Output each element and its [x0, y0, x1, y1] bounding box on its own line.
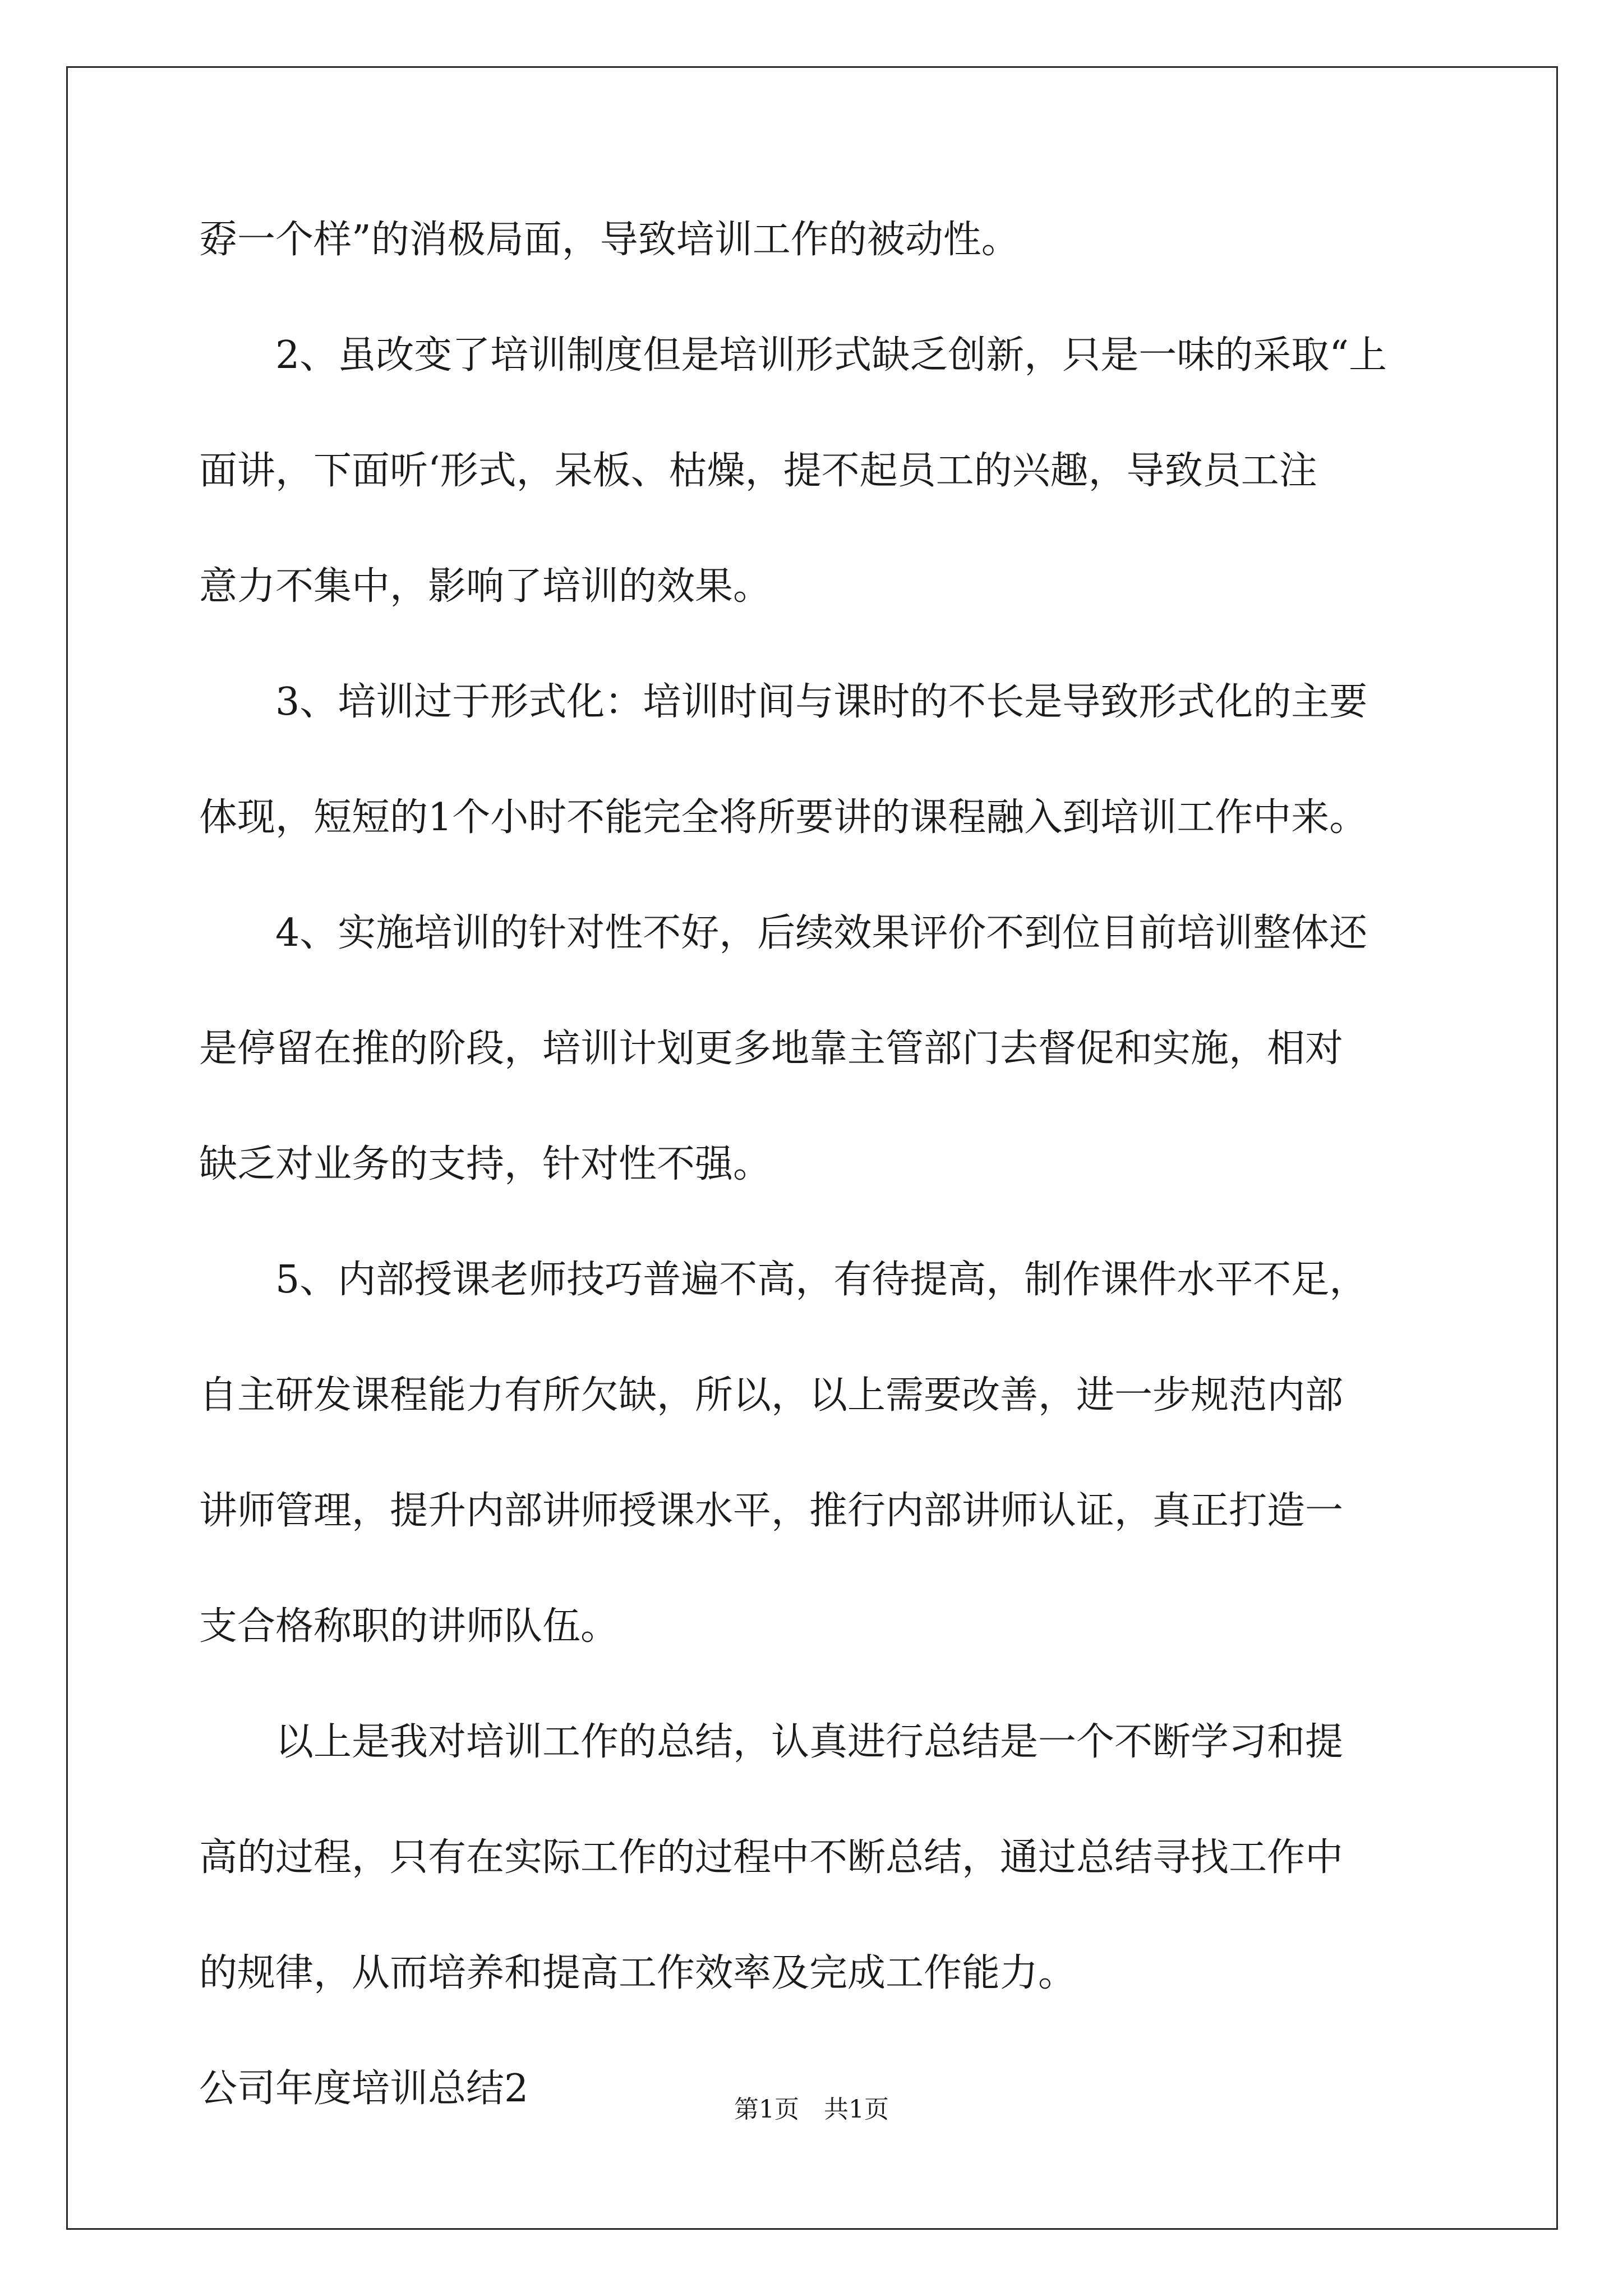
page-number-footer: 第1页 共1页: [734, 2095, 889, 2124]
text-line: 意力不集中，影响了培训的效果。: [199, 564, 772, 609]
text-line: 以上是我对培训工作的总结，认真进行总结是一个不断学习和提: [199, 1720, 1344, 1764]
text-line: 高的过程，只有在实际工作的过程中不断总结，通过总结寻找工作中: [199, 1835, 1344, 1880]
text-line: 体现，短短的1个小时不能完全将所要讲的课程融入到培训工作中来。: [199, 795, 1368, 840]
text-line: 支合格称职的讲师队伍。: [199, 1604, 619, 1649]
text-line: 4、实施培训的针对性不好，后续效果评价不到位目前培训整体还: [199, 911, 1368, 955]
text-line: 缺乏对业务的支持，针对性不强。: [199, 1142, 772, 1186]
text-line: 自主研发课程能力有所欠缺，所以，以上需要改善，进一步规范内部: [199, 1373, 1344, 1418]
document-body: [199, 219, 1427, 2110]
section-heading: 公司年度培训总结2: [199, 2067, 529, 2111]
text-line: 是停留在推的阶段，培训计划更多地靠主管部门去督促和实施，相对: [199, 1027, 1344, 1071]
text-line: 讲师管理，提升内部讲师授课水平，推行内部讲师认证，真正打造一: [199, 1489, 1344, 1533]
text-line: 5、内部授课老师技巧普遍不高，有待提高，制作课件水平不足，: [199, 1258, 1368, 1302]
text-line: 面讲，下面听‘形式，呆板、枯燥，提不起员工的兴趣，导致员工注: [199, 449, 1317, 493]
text-line: 的规律，从而培养和提高工作效率及完成工作能力。: [199, 1951, 1077, 1995]
text-line: 3、培训过于形式化：培训时间与课时的不长是导致形式化的主要: [199, 680, 1368, 724]
text-line: 孬一个样”的消极局面，导致培训工作的被动性。: [199, 218, 1020, 262]
text-line: 2、虽改变了培训制度但是培训形式缺乏创新，只是一味的采取“上: [199, 333, 1387, 378]
